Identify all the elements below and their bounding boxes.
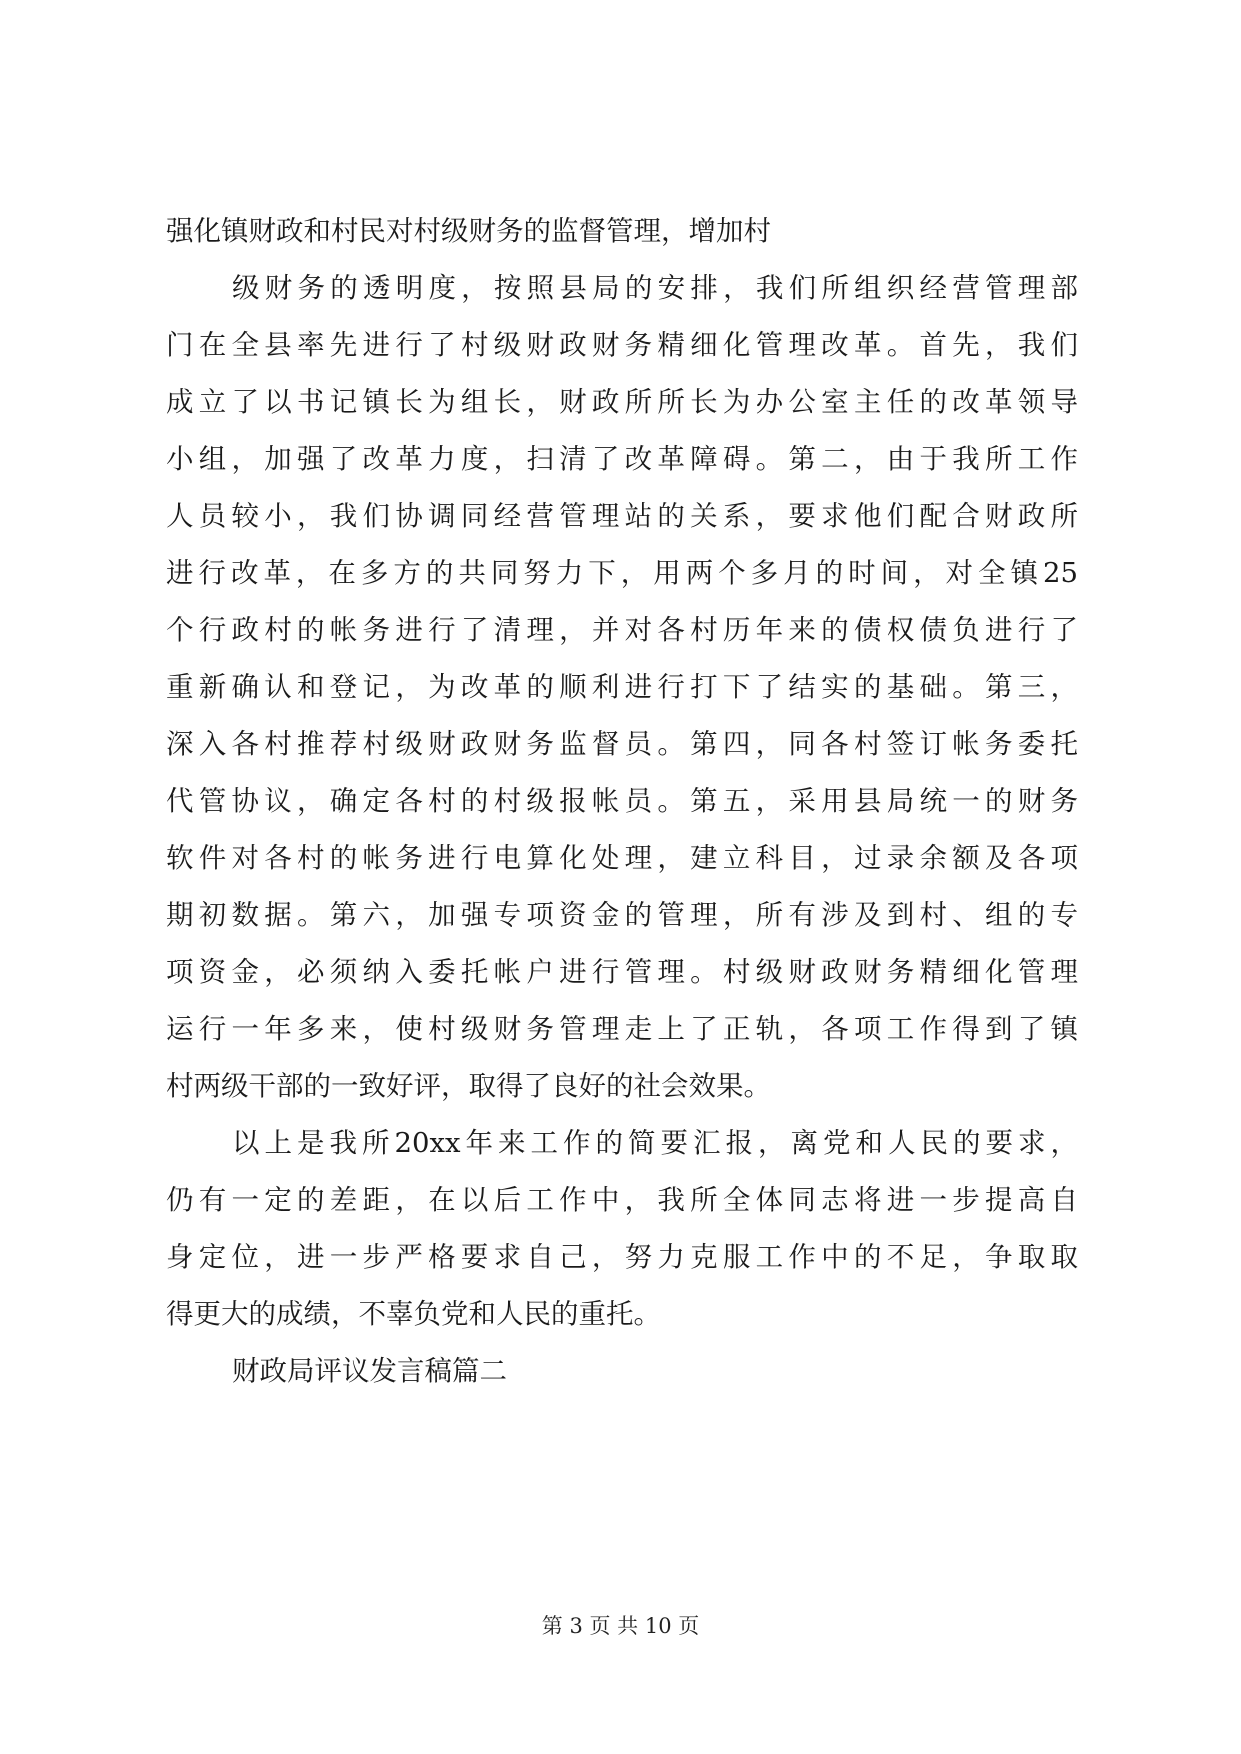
page-footer: 第 3 页 共 10 页 (541, 1614, 700, 1638)
text-line: 个行政村的帐务进行了清理，并对各村历年来的债权债负进行了 (166, 614, 1078, 646)
text-line: 成立了以书记镇长为组长，财政所所长为办公室主任的改革领导 (166, 386, 1078, 418)
text-line: 仍有一定的差距，在以后工作中，我所全体同志将进一步提高自 (166, 1184, 1078, 1216)
text-line: 身定位，进一步严格要求自己，努力克服工作中的不足，争取取 (166, 1241, 1078, 1273)
text-line: 软件对各村的帐务进行电算化处理，建立科目，过录余额及各项 (166, 842, 1078, 874)
text-line: 期初数据。第六，加强专项资金的管理，所有涉及到村、组的专 (166, 899, 1078, 931)
text-line: 项资金，必须纳入委托帐户进行管理。村级财政财务精细化管理 (166, 956, 1078, 988)
text-line: 门在全县率先进行了村级财政财务精细化管理改革。首先，我们 (166, 329, 1078, 361)
text-line: 代管协议，确定各村的村级报帐员。第五，采用县局统一的财务 (166, 785, 1078, 817)
text-line: 重新确认和登记，为改革的顺利进行打下了结实的基础。第三， (166, 671, 1078, 703)
text-line: 以上是我所20xx年来工作的简要汇报，离党和人民的要求， (232, 1127, 1078, 1159)
text-line: 小组，加强了改革力度，扫清了改革障碍。第二，由于我所工作 (166, 443, 1078, 475)
text-line: 强化镇财政和村民对村级财务的监督管理，增加村 (166, 215, 771, 247)
text-line: 运行一年多来，使村级财务管理走上了正轨，各项工作得到了镇 (166, 1013, 1078, 1045)
text-line: 得更大的成绩，不辜负党和人民的重托。 (166, 1298, 661, 1330)
text-line: 深入各村推荐村级财政财务监督员。第四，同各村签订帐务委托 (166, 728, 1078, 760)
text-line: 人员较小，我们协调同经营管理站的关系，要求他们配合财政所 (166, 500, 1078, 532)
text-line: 进行改革，在多方的共同努力下，用两个多月的时间，对全镇25 (166, 557, 1078, 589)
section-heading: 财政局评议发言稿篇二 (232, 1355, 507, 1387)
text-line: 村两级干部的一致好评，取得了良好的社会效果。 (166, 1070, 771, 1102)
text-line: 级财务的透明度，按照县局的安排，我们所组织经营管理部 (232, 272, 1078, 304)
